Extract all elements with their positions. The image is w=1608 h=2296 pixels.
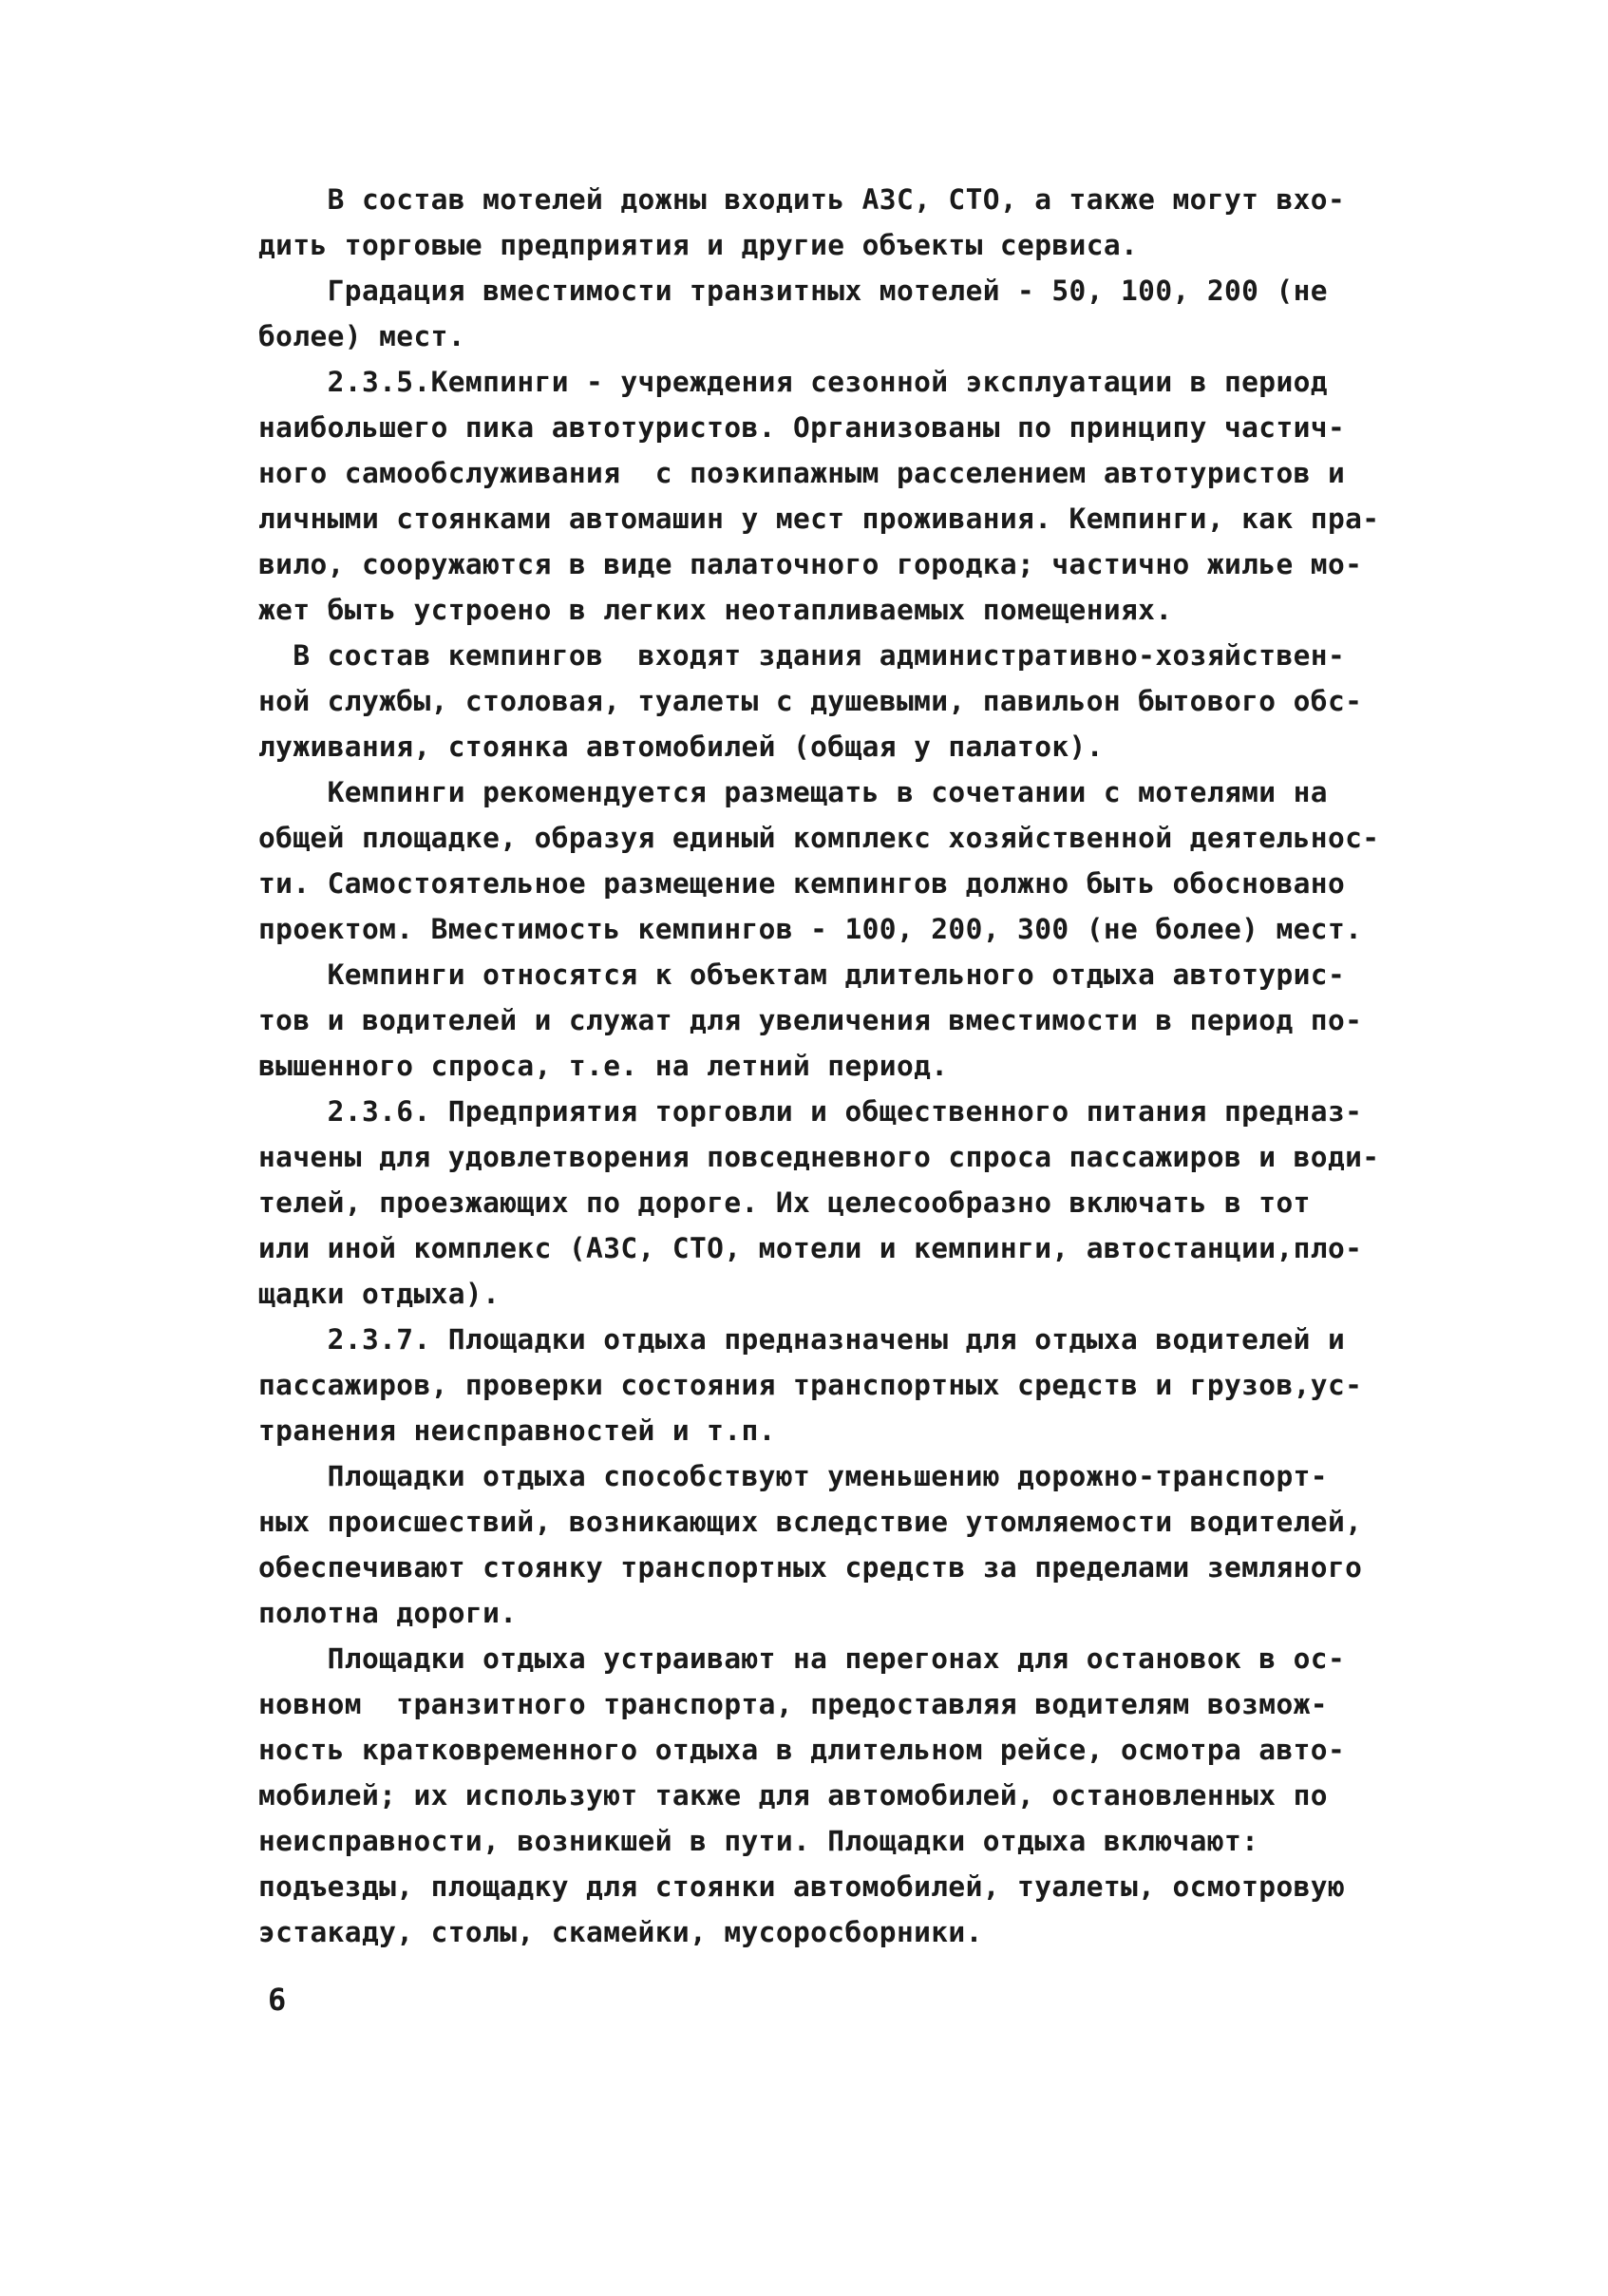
text-line: ность кратковременного отдыха в длительном рейсе, осмотра авто-: [258, 1734, 1346, 1766]
text-line: Площадки отдыха устраивают на перегонах для остановок в ос-: [258, 1642, 1346, 1675]
text-line: Площадки отдыха способствуют уменьшению дорожно-транспорт-: [258, 1460, 1328, 1492]
text-line: Градация вместимости транзитных мотелей - 50, 100, 200 (не: [258, 275, 1328, 307]
text-line: ти. Самостоятельное размещение кемпингов должно быть обосновано: [258, 867, 1346, 900]
text-line: жет быть устроено в легких неотапливаемых помещениях.: [258, 594, 1173, 626]
text-line: подъезды, площадку для стоянки автомобилей, туалеты, осмотровую: [258, 1870, 1346, 1903]
text-line: телей, проезжающих по дороге. Их целесообразно включать в тот: [258, 1186, 1311, 1219]
text-line: В состав мотелей дожны входить АЗС, СТО, а также могут вхо-: [258, 183, 1346, 216]
text-line: проектом. Вместимость кемпингов - 100, 200, 300 (не более) мест.: [258, 913, 1363, 945]
page-number: 6: [268, 1982, 287, 2018]
text-line: 2.3.5.Кемпинги - учреждения сезонной эксплуатации в период: [258, 366, 1328, 398]
text-line: вило, сооружаются в виде палаточного городка; частично жилье мо-: [258, 548, 1363, 580]
text-line: Кемпинги рекомендуется размещать в сочетании с мотелями на: [258, 776, 1328, 808]
text-line: более) мест.: [258, 320, 465, 352]
text-line: ной службы, столовая, туалеты с душевыми, павильон бытового обс-: [258, 685, 1363, 717]
text-line: неисправности, возникшей в пути. Площадки отдыха включают:: [258, 1825, 1259, 1857]
text-line: дить торговые предприятия и другие объекты сервиса.: [258, 229, 1139, 261]
text-line: начены для удовлетворения повседневного спроса пассажиров и води-: [258, 1141, 1380, 1173]
text-line: мобилей; их используют также для автомобилей, остановленных по: [258, 1779, 1328, 1812]
text-line: или иной комплекс (АЗС, СТО, мотели и кемпинги, автостанции,пло-: [258, 1232, 1363, 1264]
text-line: новном транзитного транспорта, предоставляя водителям возмож-: [258, 1688, 1328, 1720]
text-line: общей площадке, образуя единый комплекс хозяйственной деятельнос-: [258, 822, 1380, 854]
text-line: ных происшествий, возникающих вследствие утомляемости водителей,: [258, 1506, 1363, 1538]
text-line: Кемпинги относятся к объектам длительного отдыха автотурис-: [258, 958, 1346, 991]
text-line: 2.3.6. Предприятия торговли и общественного питания предназ-: [258, 1095, 1363, 1128]
text-line: эстакаду, столы, скамейки, мусоросборники.: [258, 1916, 983, 1948]
text-line: щадки отдыха).: [258, 1278, 501, 1310]
text-line: тов и водителей и служат для увеличения вместимости в период по-: [258, 1004, 1363, 1036]
text-line: 2.3.7. Площадки отдыха предназначены для отдыха водителей и: [258, 1323, 1346, 1356]
text-line: В состав кемпингов входят здания административно-хозяйствен-: [258, 639, 1346, 672]
text-line: полотна дороги.: [258, 1597, 518, 1629]
text-line: вышенного спроса, т.е. на летний период.: [258, 1050, 949, 1082]
text-line: луживания, стоянка автомобилей (общая у палаток).: [258, 731, 1104, 763]
text-line: наибольшего пика автотуристов. Организованы по принципу частич-: [258, 411, 1346, 444]
text-line: транения неисправностей и т.п.: [258, 1414, 776, 1447]
text-line: пассажиров, проверки состояния транспортных средств и грузов,ус-: [258, 1369, 1363, 1401]
text-line: обеспечивают стоянку транспортных средств за пределами земляного: [258, 1551, 1363, 1584]
text-line: личными стоянками автомашин у мест проживания. Кемпинги, как пра-: [258, 503, 1380, 535]
text-line: ного самообслуживания с поэкипажным расселением автотуристов и: [258, 457, 1346, 489]
